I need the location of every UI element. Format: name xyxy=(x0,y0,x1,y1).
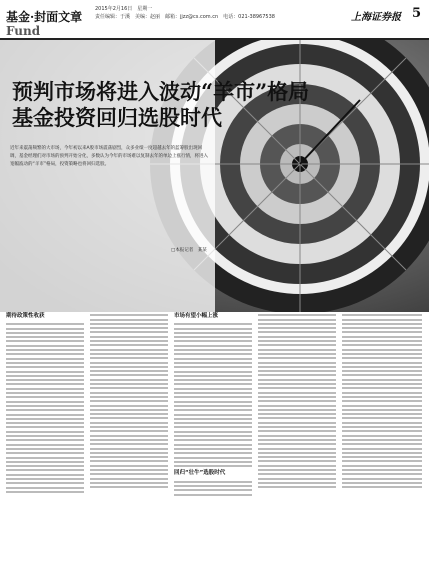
text-column-3 xyxy=(174,312,252,578)
page-header xyxy=(0,0,429,40)
date-line: 2015年2月16日 星期一 xyxy=(95,6,153,12)
text-column-4 xyxy=(258,312,336,578)
article-title-line2: 基金投资回归选股时代 xyxy=(12,105,222,130)
text-column-5 xyxy=(342,312,422,578)
newspaper-name: 上海证券报 xyxy=(351,12,401,23)
article-title-line1: 预判市场将进入波动“羊市”格局 xyxy=(12,79,310,104)
subhead-1: 期待政策性收获 xyxy=(6,313,45,319)
page-number: 5 xyxy=(411,6,421,21)
article-body xyxy=(6,312,424,578)
text-column-1 xyxy=(6,312,84,578)
subhead-3: 回归“壮牛”选股时代 xyxy=(174,470,226,477)
text-column-2 xyxy=(90,312,168,578)
section-label: 基金·封面文章 xyxy=(6,10,83,24)
fund-label: Fund xyxy=(6,24,41,38)
editor-line: 责任编辑：于溪 美编：赵丽 邮箱：jjzz@cs.com.cn 电话：021-38967538 xyxy=(95,14,275,20)
article-lede: 近年来震荡频繁的大市场，今年初以来A股市场震荡剧烈，众多业绩一度超越去年的蓝筹股出现回调，基金经理们对市场的预判开始分化，多数认为今年的市场难以复制去年的单边上涨行情，将进入宽幅波动的“羊市”格局，投资策略也将回归选股。 xyxy=(10,146,208,167)
byline: □本报记者 某某 xyxy=(171,248,207,253)
subhead-2: 市场有望小幅上涨 xyxy=(174,313,219,319)
